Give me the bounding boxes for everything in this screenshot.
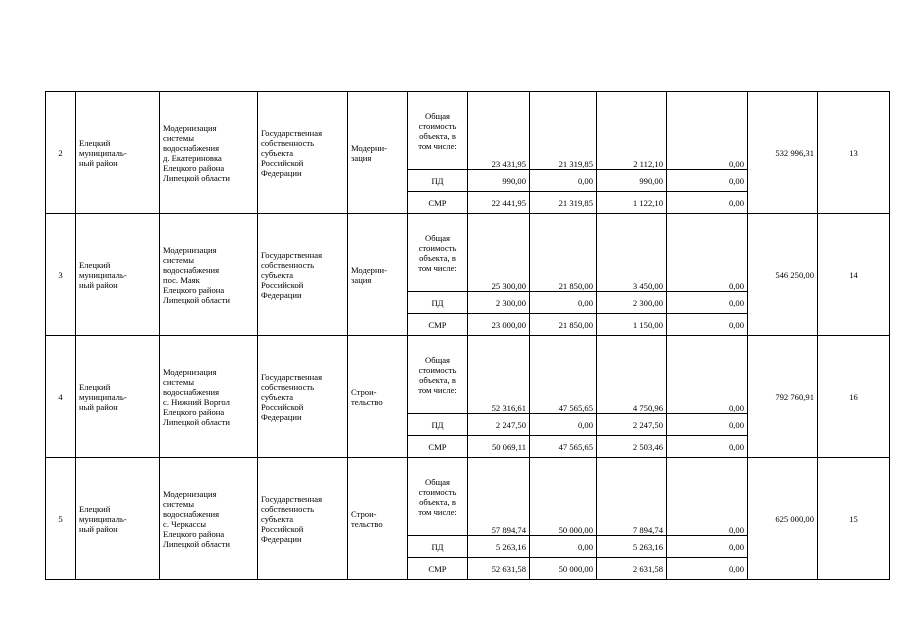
total-cost-value: 23 431,95 xyxy=(468,92,530,170)
pd-value: 0,00 xyxy=(530,292,597,314)
ownership-cell: Государственная собственность субъекта Российской Федерации xyxy=(258,336,348,458)
smr-value: 0,00 xyxy=(667,558,748,580)
count-cell: 13 xyxy=(818,92,890,214)
sum-cell: 792 760,91 xyxy=(748,336,818,458)
row-number-cell: 5 xyxy=(46,458,76,580)
pd-value: 0,00 xyxy=(667,536,748,558)
total-cost-value: 4 750,96 xyxy=(597,336,667,414)
smr-label: СМР xyxy=(408,314,468,336)
smr-value: 47 565,65 xyxy=(530,436,597,458)
pd-value: 0,00 xyxy=(667,170,748,192)
total-cost-value: 3 450,00 xyxy=(597,214,667,292)
row-number-cell: 2 xyxy=(46,92,76,214)
pd-value: 0,00 xyxy=(667,414,748,436)
total-cost-value: 0,00 xyxy=(667,92,748,170)
object-name-cell: Модернизация системы водоснабжения пос. Маяк Елецкого района Липецкой области xyxy=(160,214,258,336)
sum-cell: 532 996,31 xyxy=(748,92,818,214)
pd-value: 2 247,50 xyxy=(468,414,530,436)
smr-value: 23 000,00 xyxy=(468,314,530,336)
smr-value: 21 319,85 xyxy=(530,192,597,214)
total-cost-label: Общая стоимость объекта, в том числе: xyxy=(408,336,468,414)
smr-value: 50 000,00 xyxy=(530,558,597,580)
pd-value: 2 300,00 xyxy=(468,292,530,314)
smr-value: 21 850,00 xyxy=(530,314,597,336)
total-cost-label: Общая стоимость объекта, в том числе: xyxy=(408,92,468,170)
pd-value: 2 247,50 xyxy=(597,414,667,436)
table-row xyxy=(46,92,890,170)
ownership-cell: Государственная собственность субъекта Российской Федерации xyxy=(258,92,348,214)
total-cost-label: Общая стоимость объекта, в том числе: xyxy=(408,458,468,536)
count-cell: 14 xyxy=(818,214,890,336)
smr-label: СМР xyxy=(408,192,468,214)
row-number-cell: 4 xyxy=(46,336,76,458)
total-cost-value: 21 850,00 xyxy=(530,214,597,292)
ownership-cell: Государственная собственность субъекта Российской Федерации xyxy=(258,458,348,580)
smr-label: СМР xyxy=(408,558,468,580)
sum-cell: 625 000,00 xyxy=(748,458,818,580)
total-cost-value: 7 894,74 xyxy=(597,458,667,536)
work-type-cell: Модерни- зация xyxy=(348,214,408,336)
total-cost-value: 21 319,85 xyxy=(530,92,597,170)
pd-label: ПД xyxy=(408,414,468,436)
district-cell: Елецкий муниципаль- ный район xyxy=(76,92,160,214)
count-cell: 16 xyxy=(818,336,890,458)
work-type-cell: Модерни- зация xyxy=(348,92,408,214)
pd-label: ПД xyxy=(408,170,468,192)
object-name-cell: Модернизация системы водоснабжения д. Екатериновка Елецкого района Липецкой области xyxy=(160,92,258,214)
object-name-cell: Модернизация системы водоснабжения с. Черкассы Елецкого района Липецкой области xyxy=(160,458,258,580)
smr-value: 2 631,58 xyxy=(597,558,667,580)
table-row xyxy=(46,214,890,292)
district-cell: Елецкий муниципаль- ный район xyxy=(76,458,160,580)
smr-value: 1 122,10 xyxy=(597,192,667,214)
total-cost-value: 0,00 xyxy=(667,336,748,414)
pd-value: 0,00 xyxy=(530,414,597,436)
table-row xyxy=(46,458,890,536)
pd-value: 5 263,16 xyxy=(468,536,530,558)
work-type-cell: Строи- тельство xyxy=(348,336,408,458)
total-cost-value: 0,00 xyxy=(667,458,748,536)
smr-value: 0,00 xyxy=(667,314,748,336)
pd-value: 0,00 xyxy=(530,170,597,192)
pd-value: 990,00 xyxy=(468,170,530,192)
pd-value: 990,00 xyxy=(597,170,667,192)
smr-value: 0,00 xyxy=(667,192,748,214)
table-row xyxy=(46,336,890,414)
pd-label: ПД xyxy=(408,536,468,558)
smr-value: 22 441,95 xyxy=(468,192,530,214)
total-cost-label: Общая стоимость объекта, в том числе: xyxy=(408,214,468,292)
pd-value: 2 300,00 xyxy=(597,292,667,314)
district-cell: Елецкий муниципаль- ный район xyxy=(76,214,160,336)
district-cell: Елецкий муниципаль- ный район xyxy=(76,336,160,458)
smr-value: 2 503,46 xyxy=(597,436,667,458)
sum-cell: 546 250,00 xyxy=(748,214,818,336)
pd-value: 0,00 xyxy=(530,536,597,558)
work-type-cell: Строи- тельство xyxy=(348,458,408,580)
pd-value: 0,00 xyxy=(667,292,748,314)
smr-label: СМР xyxy=(408,436,468,458)
total-cost-value: 47 565,65 xyxy=(530,336,597,414)
smr-value: 0,00 xyxy=(667,436,748,458)
total-cost-value: 2 112,10 xyxy=(597,92,667,170)
pd-label: ПД xyxy=(408,292,468,314)
pd-value: 5 263,16 xyxy=(597,536,667,558)
total-cost-value: 50 000,00 xyxy=(530,458,597,536)
object-name-cell: Модернизация системы водоснабжения с. Нижний Воргол Елецкого района Липецкой области xyxy=(160,336,258,458)
ownership-cell: Государственная собственность субъекта Российской Федерации xyxy=(258,214,348,336)
row-number-cell: 3 xyxy=(46,214,76,336)
total-cost-value: 25 300,00 xyxy=(468,214,530,292)
total-cost-value: 57 894,74 xyxy=(468,458,530,536)
smr-value: 50 069,11 xyxy=(468,436,530,458)
smr-value: 1 150,00 xyxy=(597,314,667,336)
total-cost-value: 0,00 xyxy=(667,214,748,292)
smr-value: 52 631,58 xyxy=(468,558,530,580)
count-cell: 15 xyxy=(818,458,890,580)
investment-objects-table xyxy=(45,91,890,580)
total-cost-value: 52 316,61 xyxy=(468,336,530,414)
